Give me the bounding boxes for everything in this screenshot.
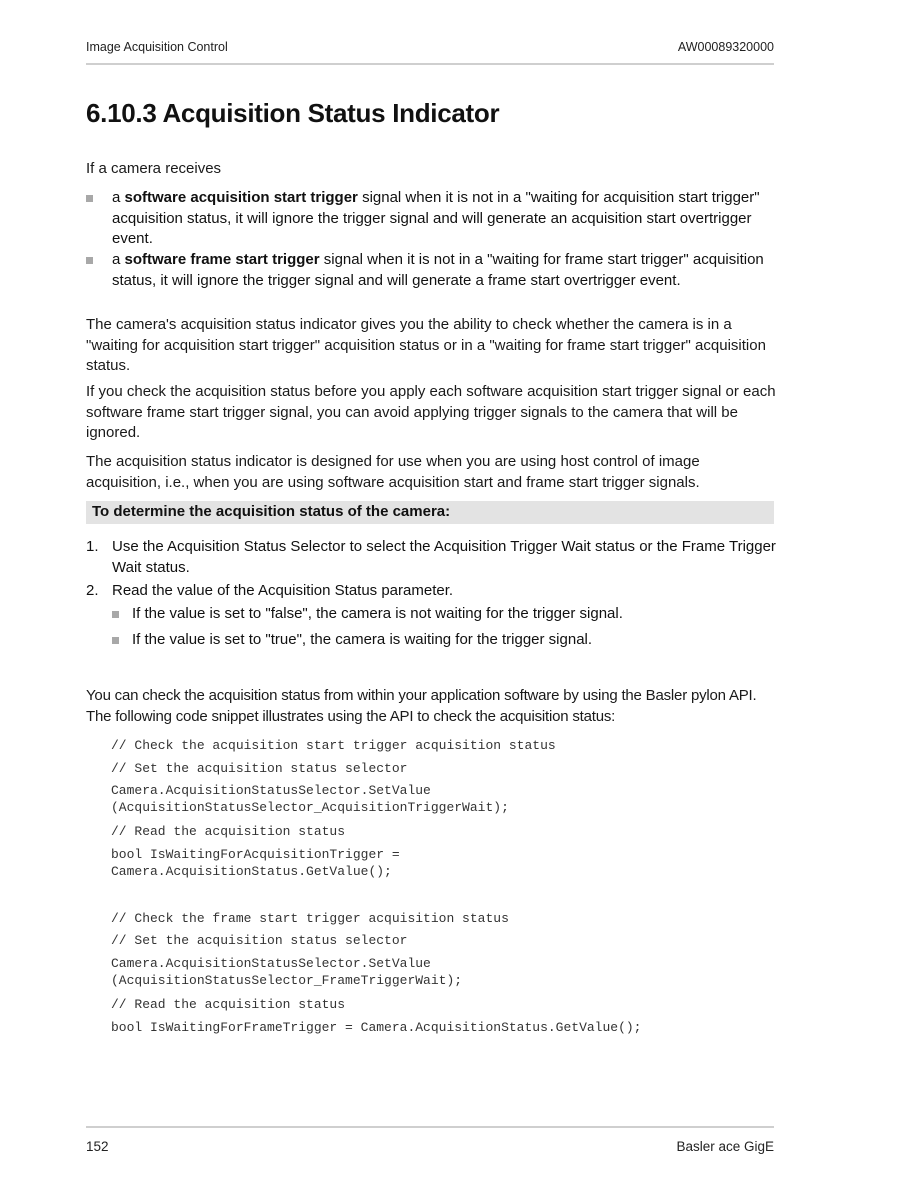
square-bullet-icon [112,637,119,644]
header-section-title: Image Acquisition Control [86,40,228,54]
square-bullet-icon [86,195,93,202]
intro-text: If a camera receives [86,160,222,177]
code-line: // Set the acquisition status selector [111,761,408,776]
section-title: 6.10.3 Acquisition Status Indicator [86,98,500,128]
code-line: // Read the acquisition status [111,824,346,839]
code-line: bool IsWaitingForAcquisitionTrigger = Camera.AcquisitionStatus.GetValue(); [111,847,400,879]
footer-rule [86,1126,774,1128]
step-number: 2. [86,582,99,599]
sub-bullet-item [112,604,772,625]
bullet-item [86,250,776,291]
code-line: bool IsWaitingForFrameTrigger = Camera.AcquisitionStatus.GetValue(); [111,1020,642,1035]
footer-product: Basler ace GigE [676,1139,774,1154]
running-header [86,40,774,56]
bullet-prefix: a [112,189,125,206]
header-doc-id: AW00089320000 [677,40,774,54]
api-paragraph: You can check the acquisition status from within your application software by using the Basler pylon API. The following code snippet illustrates using the API to check the acquisition status: [86,687,757,725]
bullet-text: signal when it is not in a "waiting for frame start trigger" acquisition status, it will ignore the trigger signal and will generate a frame start overtrigger event. [112,251,764,289]
page-number: 152 [86,1139,109,1154]
bullet-text: signal when it is not in a "waiting for acquisition start trigger" acquisition status, it will ignore the trigger signal and will generate an acquisition start overtrigger event. [112,189,760,247]
code-line: // Check the frame start trigger acquisition status [111,911,509,926]
bullet-prefix: a [112,251,125,268]
running-footer [86,1139,774,1155]
code-line: // Check the acquisition start trigger acquisition status [111,738,556,753]
code-line: // Read the acquisition status [111,997,346,1012]
step-text: Read the value of the Acquisition Status parameter. [112,582,454,599]
bullet-bold-term: software frame start trigger [124,251,320,268]
procedure-heading-box [86,501,774,524]
procedure-heading: To determine the acquisition status of the camera: [92,503,451,520]
code-line: Camera.AcquisitionStatusSelector.SetValue (AcquisitionStatusSelector_AcquisitionTriggerWait); [111,783,509,815]
header-rule [86,63,774,65]
sub-bullet-item [112,630,772,651]
numbered-step [86,537,776,578]
numbered-step [86,581,776,602]
sub-bullet-text: If the value is set to "false", the camera is not waiting for the trigger signal. [132,605,623,622]
paragraph: If you check the acquisition status before you apply each software acquisition start trigger signal or each software frame start trigger signal, you can avoid applying trigger signals to the camera that will be ignored. [86,383,776,441]
bullet-bold-term: software acquisition start trigger [124,189,358,206]
step-number: 1. [86,538,99,555]
square-bullet-icon [112,611,119,618]
paragraph: The camera's acquisition status indicator gives you the ability to check whether the camera is in a "waiting for acquisition start trigger" acquisition status or in a "waiting for frame start trigger" acquisition status. [86,316,766,374]
sub-bullet-text: If the value is set to "true", the camera is waiting for the trigger signal. [132,631,593,648]
step-text: Use the Acquisition Status Selector to select the Acquisition Trigger Wait status or the Frame Trigger Wait status. [112,538,776,576]
square-bullet-icon [86,257,93,264]
bullet-item [86,188,776,250]
paragraph: The acquisition status indicator is designed for use when you are using host control of image acquisition, i.e., when you are using software acquisition start and frame start trigger signals. [86,453,700,491]
code-line: // Set the acquisition status selector [111,933,408,948]
code-line: Camera.AcquisitionStatusSelector.SetValue (AcquisitionStatusSelector_FrameTriggerWait); [111,956,463,988]
